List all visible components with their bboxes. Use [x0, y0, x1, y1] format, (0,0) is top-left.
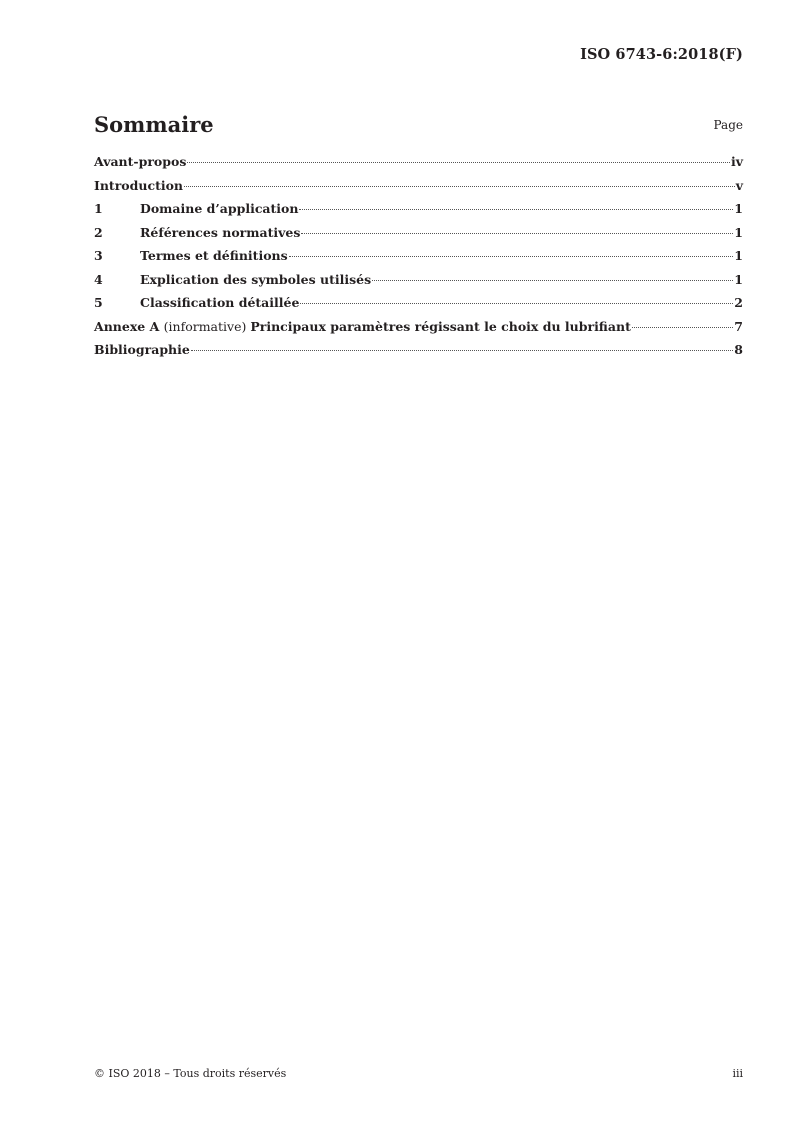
toc-entry-number: 4	[94, 271, 103, 287]
toc-entry-introduction[interactable]	[94, 178, 743, 202]
toc-entry-page: 8	[734, 342, 743, 357]
toc-entry-number: 5	[94, 295, 103, 310]
toc-entry-title: Avant-propos	[94, 154, 187, 169]
toc-annex-note: (informative)	[163, 318, 251, 334]
toc-dot-leader	[300, 303, 733, 304]
toc-dot-leader	[299, 209, 733, 210]
toc-entry-title: Domaine d’application	[140, 201, 299, 216]
footer-page-number: iii	[732, 1067, 743, 1080]
toc-entry-page: 7	[734, 318, 743, 334]
toc-dot-leader	[191, 350, 733, 351]
toc-entry-title: Termes et définitions	[140, 248, 288, 263]
toc-dot-leader	[301, 233, 733, 234]
toc-dot-leader	[632, 327, 733, 328]
toc-entry-number: 3	[94, 248, 103, 263]
toc-entry-page: 1	[734, 201, 743, 216]
document-reference: ISO 6743-6:2018(F)	[580, 46, 743, 63]
toc-dot-leader	[289, 256, 734, 257]
toc-entry-bibliographie[interactable]	[94, 342, 743, 366]
toc-entry-page: v	[735, 177, 743, 193]
table-of-contents	[94, 154, 743, 366]
toc-entry-title: Bibliographie	[94, 342, 190, 357]
toc-entry-page: iv	[730, 154, 743, 169]
toc-entry-title: Références normatives	[140, 224, 301, 240]
toc-entry-title: Classification détaillée	[140, 295, 300, 310]
toc-entry-number: 1	[94, 201, 103, 216]
page-column-label: Page	[713, 118, 743, 132]
toc-dot-leader	[184, 186, 735, 187]
toc-entry-page: 1	[734, 224, 743, 240]
toc-dot-leader	[187, 162, 730, 163]
toc-entry-avant-propos[interactable]	[94, 154, 743, 178]
toc-entry-title: Principaux paramètres régissant le choix du lubrifiant	[250, 318, 631, 334]
toc-title: Sommaire	[94, 112, 214, 137]
toc-entry-page: 1	[734, 248, 743, 263]
toc-entry-classification-detaillee[interactable]	[94, 295, 743, 319]
toc-entry-page: 2	[734, 295, 743, 310]
toc-entry-number: 2	[94, 224, 103, 240]
toc-entry-termes-definitions[interactable]	[94, 248, 743, 272]
toc-entry-domaine-application[interactable]	[94, 201, 743, 225]
footer-copyright: © ISO 2018 – Tous droits réservés	[94, 1067, 287, 1080]
toc-entry-explication-symboles[interactable]	[94, 272, 743, 296]
toc-entry-title: Explication des symboles utilisés	[140, 271, 372, 287]
toc-entry-references-normatives[interactable]	[94, 225, 743, 249]
toc-annex-prefix: Annexe A	[94, 318, 164, 334]
toc-dot-leader	[372, 280, 733, 281]
toc-entry-page: 1	[734, 271, 743, 287]
toc-entry-annexe-a[interactable]	[94, 319, 743, 343]
toc-entry-full-title	[94, 319, 631, 334]
toc-entry-title: Introduction	[94, 177, 184, 193]
